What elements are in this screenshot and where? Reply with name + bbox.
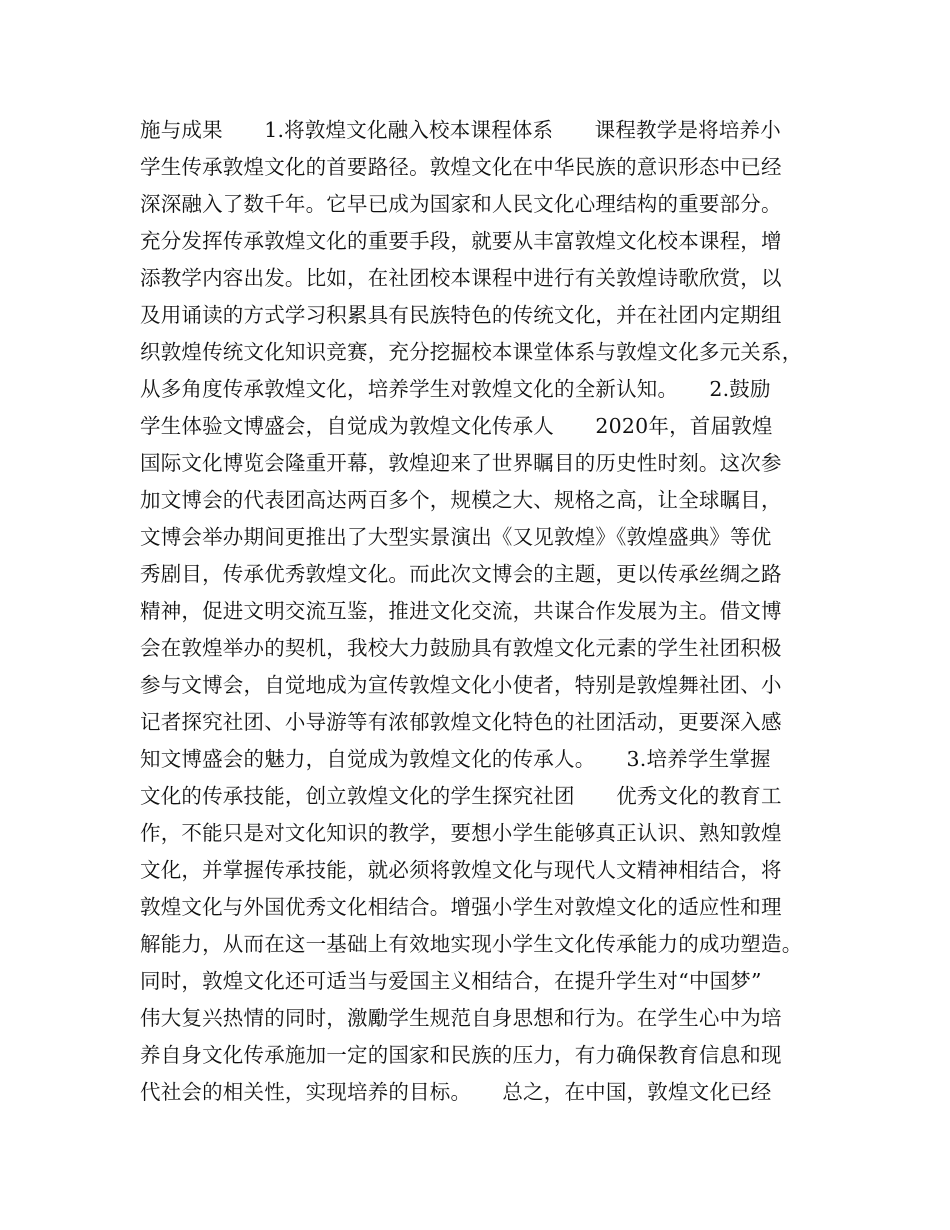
text-line: 充分发挥传承敦煌文化的重要手段，就要从丰富敦煌文化校本课程，增 (140, 229, 782, 253)
text-line: 学生体验文博盛会，自觉成为敦煌文化传承人 2020年，首届敦煌 (140, 414, 773, 438)
text-line: 加文博会的代表团高达两百多个，规模之大、规格之高，让全球瞩目， (140, 488, 782, 512)
body-text (140, 112, 830, 1111)
text-line: 及用诵读的方式学习积累具有民族特色的传统文化，并在社团内定期组 (140, 303, 782, 327)
text-line: 敦煌文化与外国优秀文化相结合。增强小学生对敦煌文化的适应性和理 (140, 895, 782, 919)
text-line: 解能力，从而在这一基础上有效地实现小学生文化传承能力的成功塑造。 (140, 932, 803, 956)
text-line: 养自身文化传承施加一定的国家和民族的压力，有力确保教育信息和现 (140, 1043, 782, 1067)
text-line: 秀剧目，传承优秀敦煌文化。而此次文博会的主题，更以传承丝绸之路 (140, 562, 782, 586)
text-line: 深深融入了数千年。它早已成为国家和人民文化心理结构的重要部分。 (140, 192, 782, 216)
text-line: 会在敦煌举办的契机，我校大力鼓励具有敦煌文化元素的学生社团积极 (140, 636, 782, 660)
text-line: 代社会的相关性，实现培养的目标。 总之，在中国，敦煌文化已经 (140, 1080, 772, 1104)
text-line: 文博会举办期间更推出了大型实景演出《又见敦煌》《敦煌盛典》等优 (140, 525, 772, 549)
text-line: 伟大复兴热情的同时，激勵学生规范自身思想和行为。在学生心中为培 (140, 1006, 782, 1030)
text-line: 国际文化博览会隆重开幕，敦煌迎来了世界瞩目的历史性时刻。这次参 (140, 451, 782, 475)
text-line: 织敦煌传统文化知识竞赛，充分挖掘校本课堂体系与敦煌文化多元关系， (140, 340, 803, 364)
text-line: 从多角度传承敦煌文化，培养学生对敦煌文化的全新认知。 2.鼓励 (140, 377, 771, 401)
text-line: 添教学内容出发。比如，在社团校本课程中进行有关敦煌诗歌欣赏，以 (140, 266, 782, 290)
text-line: 施与成果 1.将敦煌文化融入校本课程体系 课程教学是将培养小 (140, 118, 781, 142)
text-line: 学生传承敦煌文化的首要路径。敦煌文化在中华民族的意识形态中已经 (140, 155, 782, 179)
text-line: 参与文博会，自觉地成为宣传敦煌文化小使者，特别是敦煌舞社团、小 (140, 673, 782, 697)
text-line: 记者探究社团、小导游等有浓郁敦煌文化特色的社团活动，更要深入感 (140, 710, 782, 734)
text-line: 作，不能只是对文化知识的教学，要想小学生能够真正认识、熟知敦煌 (140, 821, 782, 845)
text-line: 精神，促进文明交流互鉴，推进文化交流，共谋合作发展为主。借文博 (140, 599, 782, 623)
text-line: 知文博盛会的魅力，自觉成为敦煌文化的传承人。 3.培养学生掌握 (140, 747, 771, 771)
text-line: 文化，并掌握传承技能，就必须将敦煌文化与现代人文精神相结合，将 (140, 858, 782, 882)
text-line: 同时，敦煌文化还可适当与爱国主义相结合，在提升学生对“中国梦” (140, 969, 762, 993)
text-line: 文化的传承技能，创立敦煌文化的学生探究社团 优秀文化的教育工 (140, 784, 782, 808)
